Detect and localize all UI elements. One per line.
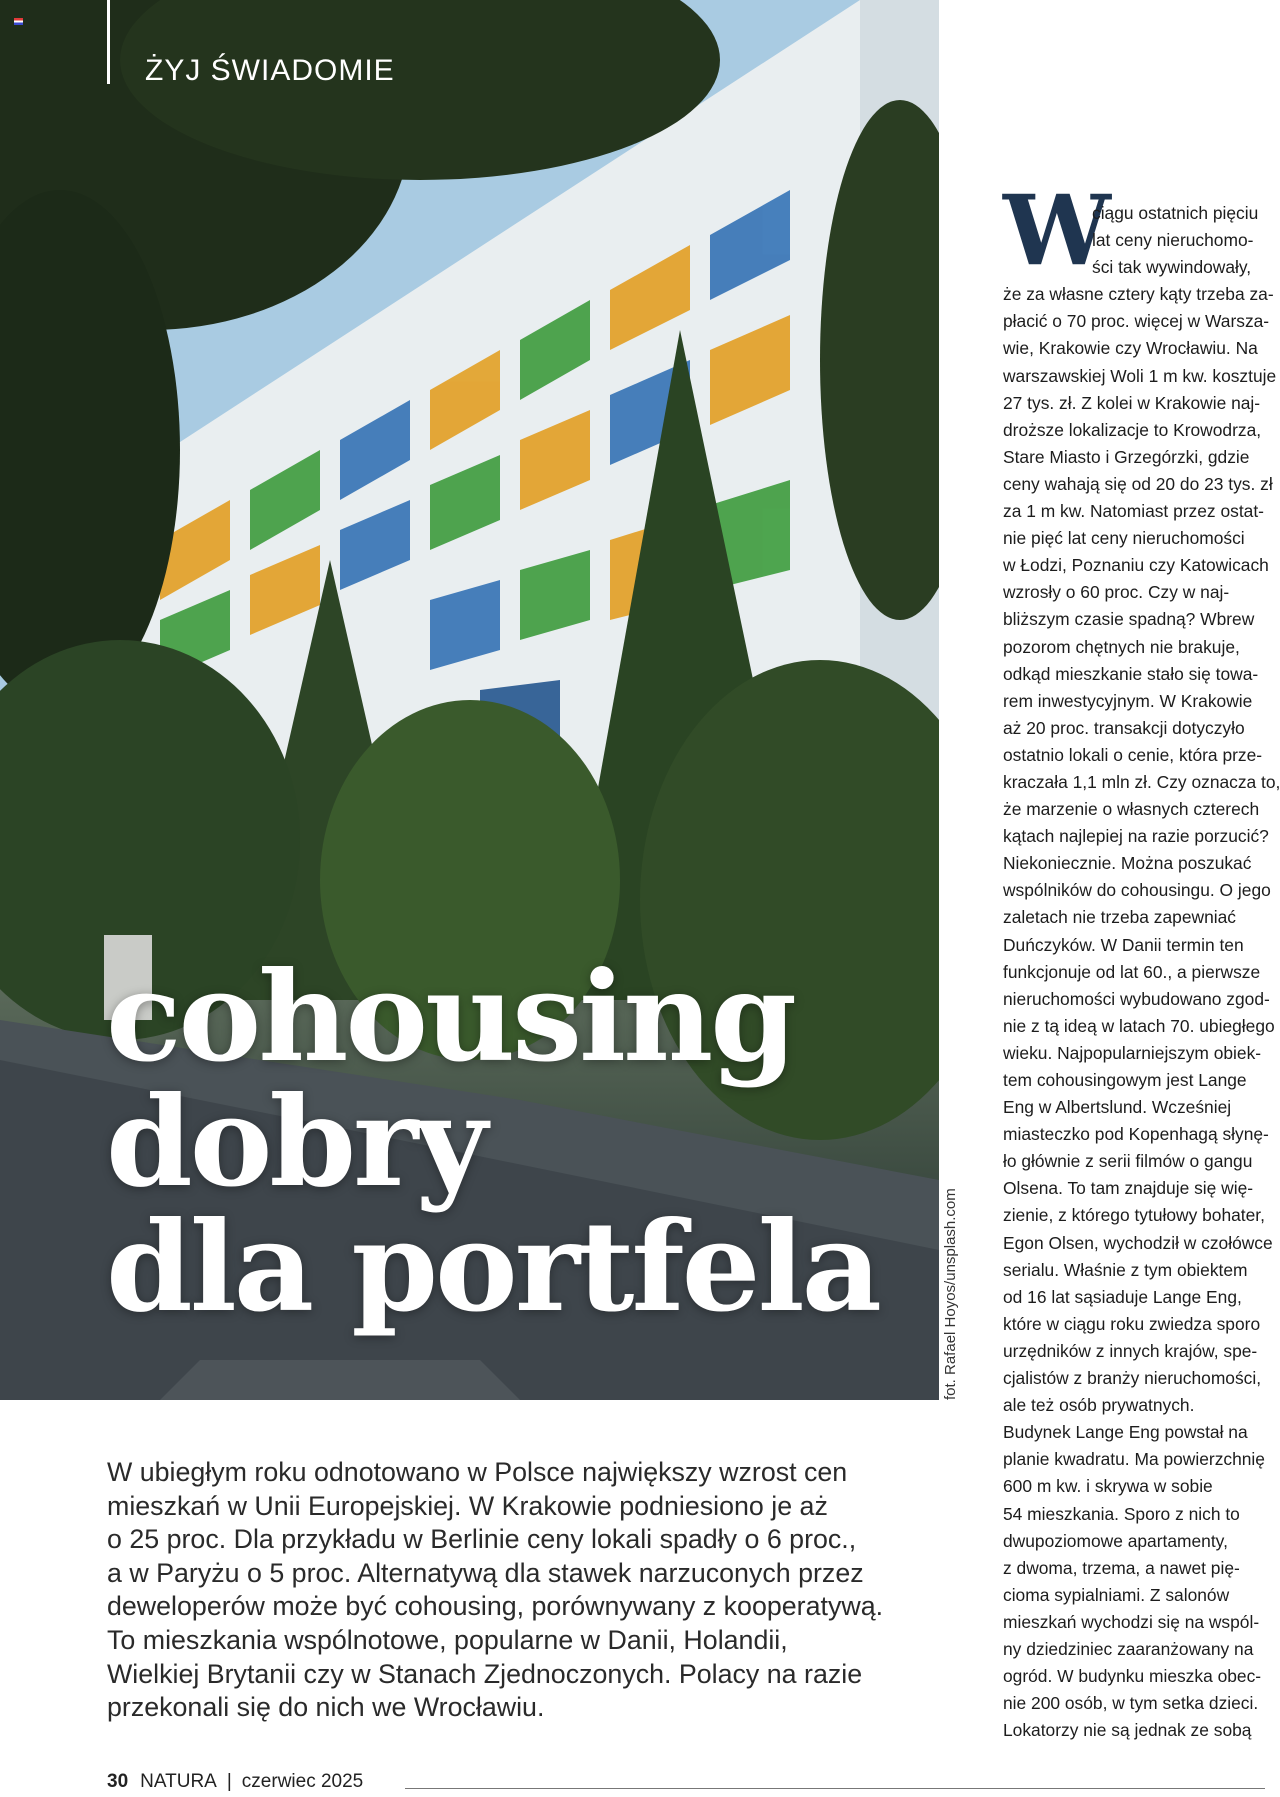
body-line: 27 tys. zł. Z kolei w Krakowie naj- <box>1003 392 1261 413</box>
body-line: odkąd mieszkanie stało się towa- <box>1003 663 1259 684</box>
footer-separator: | <box>226 1771 232 1792</box>
lead-line: W ubiegłym roku odnotowano w Polsce największy wzrost cen <box>107 1457 848 1487</box>
body-line: wzrosły o 60 proc. Czy w naj- <box>1003 582 1230 603</box>
lead-line: a w Paryżu o 5 proc. Alternatywą dla stawek narzuconych przez <box>107 1557 864 1588</box>
body-line: serialu. Właśnie z tym obiektem <box>1003 1259 1248 1280</box>
section-label: ŻYJ ŚWIADOMIE <box>145 54 395 87</box>
body-line: cioma sypialniami. Z salonów <box>1003 1584 1230 1605</box>
body-line: rem inwestycyjnym. W Krakowie <box>1003 690 1253 711</box>
body-line: 600 m kw. i skrywa w sobie <box>1003 1476 1213 1497</box>
body-column <box>1003 200 1280 1744</box>
body-line: warszawskiej Woli 1 m kw. kosztuje <box>1003 365 1277 386</box>
body-line: Egon Olsen, wychodził w czołówce <box>1003 1232 1273 1253</box>
drop-cap: W <box>1003 174 1111 287</box>
body-line: Niekoniecznie. Można poszukać <box>1003 853 1252 874</box>
section-rule <box>107 0 110 84</box>
body-line: ale też osób prywatnych. <box>1003 1395 1195 1416</box>
body-line: które w ciągu roku zwiedza sporo <box>1003 1313 1261 1334</box>
footer-rule <box>405 1788 1265 1789</box>
body-line: ostatnio lokali o cenie, która prze- <box>1003 744 1263 765</box>
body-line: mieszkań wychodzi się na wspól- <box>1003 1611 1260 1632</box>
body-line: Duńczyków. W Danii termin ten <box>1003 934 1244 955</box>
body-line: nieruchomości wybudowano zgod- <box>1003 988 1270 1009</box>
page-footer <box>107 1771 363 1793</box>
lead-line: przekonali się do nich we Wrocławiu. <box>107 1692 545 1723</box>
body-line: ogród. W budynku mieszka obec- <box>1003 1666 1262 1687</box>
body-line: tem cohousingowym jest Lange <box>1003 1070 1247 1090</box>
lead-line: Wielkiej Brytanii czy w Stanach Zjednoczonych. Polacy na razie <box>107 1658 863 1689</box>
body-line: aż 20 proc. transakcji dotyczyło <box>1003 717 1245 738</box>
body-line: 54 mieszkania. Sporo z nich to <box>1003 1503 1240 1524</box>
body-line: Stare Miasto i Grzegórzki, gdzie <box>1003 446 1250 467</box>
body-line: wspólników do cohousingu. O jego <box>1003 880 1271 901</box>
body-line: wieku. Najpopularniejszym obiek- <box>1003 1042 1262 1063</box>
body-line: bliższym czasie spadną? Wbrew <box>1003 609 1255 630</box>
body-line: za 1 m kw. Natomiast przez ostat- <box>1003 501 1264 522</box>
lead-line: o 25 proc. Dla przykładu w Berlinie ceny lokali spadły o 6 proc., <box>107 1524 857 1555</box>
magazine-name: NATURA <box>140 1771 217 1792</box>
body-line: kraczała 1,1 mln zł. Czy oznacza to, <box>1003 771 1280 792</box>
body-line: płacić o 70 proc. więcej w Warsza- <box>1003 311 1270 332</box>
body-line: ści tak wywindowały, <box>1092 257 1252 278</box>
body-line: ło głównie z serii filmów o gangu <box>1003 1151 1253 1172</box>
body-line: urzędników z innych krajów, spe- <box>1003 1340 1258 1361</box>
body-line: Eng w Albertslund. Wcześniej <box>1003 1097 1232 1118</box>
body-line: od 16 lat sąsiaduje Lange Eng, <box>1003 1286 1242 1307</box>
body-line: pozorom chętnych nie brakuje, <box>1003 636 1240 657</box>
issue-date: czerwiec 2025 <box>241 1771 364 1792</box>
body-line: dwupoziomowe apartamenty, <box>1003 1530 1228 1551</box>
body-line: wie, Krakowie czy Wrocławiu. Na <box>1003 338 1258 359</box>
body-line: nie z tą ideą w latach 70. ubiegłego <box>1003 1015 1275 1036</box>
headline-line: dobry <box>106 1070 485 1215</box>
page-number: 30 <box>107 1771 129 1792</box>
body-line: kątach najlepiej na razie porzucić? <box>1003 826 1269 847</box>
headline-line: dla portfela <box>106 1195 880 1340</box>
body-line: miasteczko pod Kopenhagą słynę- <box>1003 1124 1269 1145</box>
headline <box>106 945 880 1340</box>
body-line: że za własne cztery kąty trzeba za- <box>1003 284 1274 305</box>
body-line: że marzenie o własnych czterech <box>1003 799 1260 820</box>
body-line: cjalistów z branży nieruchomości, <box>1003 1368 1262 1389</box>
body-line: nie 200 osób, w tym setka dzieci. <box>1003 1693 1259 1714</box>
body-line: Budynek Lange Eng powstał na <box>1003 1422 1248 1443</box>
body-line: funkcjonuje od lat 60., a pierwsze <box>1003 961 1261 982</box>
body-line: ny dziedziniec zaaranżowany na <box>1003 1638 1254 1659</box>
headline-line: cohousing <box>106 945 794 1090</box>
body-line: lat ceny nieruchomo- <box>1092 230 1254 251</box>
section-marker <box>14 18 23 25</box>
body-line: planie kwadratu. Ma powierzchnię <box>1003 1449 1265 1470</box>
body-line: Lokatorzy nie są jednak ze sobą <box>1003 1720 1252 1741</box>
body-line: nie pięć lat ceny nieruchomości <box>1003 528 1245 549</box>
body-line: droższe lokalizacje to Krowodrza, <box>1003 419 1262 440</box>
body-line: ceny wahają się od 20 do 23 tys. zł <box>1003 473 1273 494</box>
lead-line: mieszkań w Unii Europejskiej. W Krakowie podniesiono je aż <box>107 1490 828 1521</box>
body-line: Olsena. To tam znajduje się wię- <box>1003 1178 1254 1199</box>
body-line: ciągu ostatnich pięciu <box>1092 203 1259 223</box>
lead-paragraph <box>107 1456 947 1725</box>
body-line: z dwoma, trzema, a nawet pię- <box>1003 1557 1240 1578</box>
body-line: zienie, z którego tytułowy bohater, <box>1003 1205 1265 1226</box>
lead-line: To mieszkania wspólnotowe, popularne w Danii, Holandii, <box>107 1624 788 1655</box>
body-line: w Łodzi, Poznaniu czy Katowicach <box>1003 555 1269 576</box>
photo-credit: fot. Rafael Hoyos/unsplash.com <box>942 1188 959 1400</box>
lead-line: deweloperów może być cohousing, porównywany z kooperatywą. <box>107 1591 884 1622</box>
body-line: zaletach nie trzeba zapewniać <box>1003 907 1236 928</box>
